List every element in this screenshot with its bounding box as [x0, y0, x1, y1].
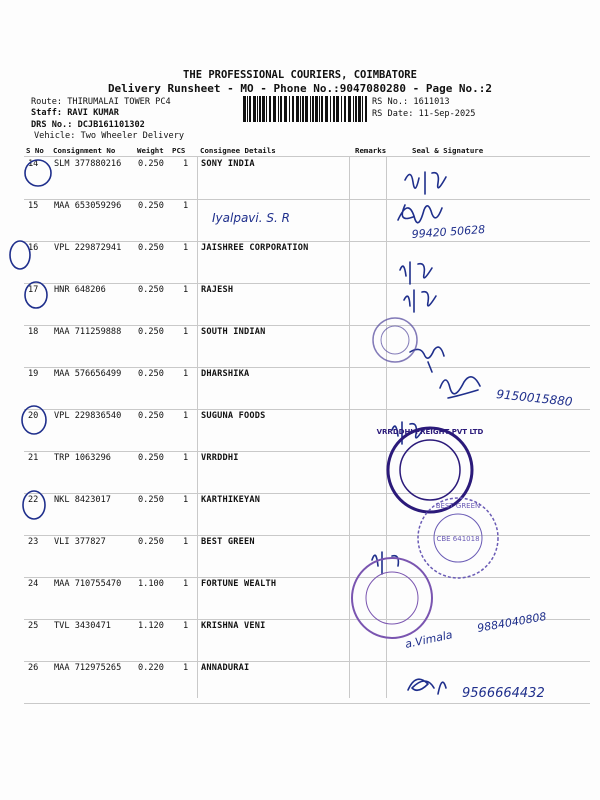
row-consignee: FORTUNE WEALTH	[201, 579, 277, 589]
row-divider	[24, 619, 590, 620]
svg-text:BEST GREEN: BEST GREEN	[435, 502, 481, 510]
row-consignee: ANNADURAI	[201, 663, 250, 673]
barcode-bar	[355, 96, 357, 122]
staff-label: Staff: RAVI KUMAR	[31, 108, 119, 118]
row-sno: 24	[28, 579, 39, 589]
row-divider	[24, 241, 590, 242]
barcode-bar	[296, 96, 299, 122]
row-consignee: SONY INDIA	[201, 159, 255, 169]
row-consignment-no: MAA 710755470	[54, 579, 122, 589]
barcode-bar	[305, 96, 308, 122]
circle-mark-16	[10, 241, 30, 269]
row-weight: 0.250	[138, 243, 164, 253]
row-divider	[24, 535, 590, 536]
barcode-bar	[278, 96, 279, 122]
barcode-bar	[330, 96, 331, 122]
barcode-bar	[280, 96, 282, 122]
signature-row19	[440, 377, 480, 398]
svg-text:CBE 641018: CBE 641018	[436, 535, 480, 543]
row-consignment-no: VPL 229836540	[54, 411, 122, 421]
row-consignee: KRISHNA VENI	[201, 621, 266, 631]
row-pcs: 1	[183, 663, 189, 673]
barcode-bar	[348, 96, 351, 122]
barcode-bar	[257, 96, 258, 122]
col-seal-signature: Seal & Signature	[412, 146, 484, 155]
drs-number: DRS No.: DCJB161101302	[31, 120, 145, 130]
row-divider	[24, 409, 590, 410]
row-weight: 1.100	[138, 579, 164, 589]
row-weight: 0.250	[138, 369, 164, 379]
row-sno: 16	[28, 243, 39, 253]
row-pcs: 1	[183, 579, 189, 589]
vehicle-label: Vehicle: Two Wheeler Delivery	[34, 131, 185, 141]
barcode-bar	[249, 96, 251, 122]
row-sno: 22	[28, 495, 39, 505]
barcode-bar	[325, 96, 328, 122]
company-title: THE PROFESSIONAL COURIERS, COIMBATORE	[183, 69, 417, 81]
row-sno: 21	[28, 453, 39, 463]
signature-row20	[392, 422, 424, 444]
barcode-bar	[315, 96, 318, 122]
row-consignee: BEST GREEN	[201, 537, 255, 547]
row-consignee: VRRDDHI	[201, 453, 239, 463]
barcode-bar	[344, 96, 346, 122]
signature-row16	[400, 262, 432, 284]
barcode-bar	[333, 96, 335, 122]
barcode-bar	[273, 96, 276, 122]
barcode-bar	[247, 96, 248, 122]
row-divider	[24, 283, 590, 284]
barcode-bar	[243, 96, 246, 122]
handwritten-phone-2: 9150015880	[495, 387, 574, 409]
row-pcs: 1	[183, 327, 189, 337]
row-weight: 0.250	[138, 201, 164, 211]
row-sno: 25	[28, 621, 39, 631]
row-weight: 0.250	[138, 537, 164, 547]
row-divider	[24, 451, 590, 452]
row-consignment-no: NKL 8423017	[54, 495, 111, 505]
row-weight: 1.120	[138, 621, 164, 631]
row-consignment-no: SLM 377880216	[54, 159, 122, 169]
col-pcs: PCS	[172, 146, 186, 155]
row-sno: 18	[28, 327, 39, 337]
barcode-bar	[336, 96, 339, 122]
handwritten-name-row15: Iyalpavi. S. R	[212, 211, 290, 225]
row-consignment-no: MAA 653059296	[54, 201, 122, 211]
row-sno: 20	[28, 411, 39, 421]
row-sno: 15	[28, 201, 39, 211]
col-consignment: Consignment No	[53, 146, 116, 155]
barcode-bar	[292, 96, 294, 122]
barcode-bar	[310, 96, 311, 122]
row-consignment-no: MAA 711259888	[54, 327, 122, 337]
barcode-bar	[289, 96, 290, 122]
remarks-left-rule	[349, 156, 350, 698]
signature-row17	[404, 290, 436, 312]
barcode-bar	[269, 96, 271, 122]
signature-row18	[410, 347, 444, 372]
col-remarks: Remarks	[355, 146, 387, 155]
rs-date: RS Date: 11-Sep-2025	[372, 109, 476, 119]
row-consignee: KARTHIKEYAN	[201, 495, 261, 505]
row-sno: 23	[28, 537, 39, 547]
best-green-stamp	[418, 498, 498, 578]
barcode-bar	[353, 96, 354, 122]
runsheet-subtitle: Delivery Runsheet - MO - Phone No.:9047080280 - Page No.:2	[107, 82, 493, 95]
row-weight: 0.250	[138, 327, 164, 337]
stamp-round-row24	[352, 558, 432, 638]
row-divider	[24, 199, 590, 200]
row-weight: 0.250	[138, 159, 164, 169]
barcode-bar	[321, 96, 323, 122]
row-consignee: RAJESH	[201, 285, 234, 295]
barcode-bar	[362, 96, 363, 122]
row-divider	[24, 325, 590, 326]
barcode-bar	[284, 96, 287, 122]
row-sno: 14	[28, 159, 39, 169]
handwritten-phone-4: 9566664432	[462, 686, 545, 701]
col-weight: Weight	[137, 146, 164, 155]
barcode-bar	[253, 96, 256, 122]
col-consignee: Consignee Details	[200, 146, 276, 155]
row-divider	[24, 367, 590, 368]
barcode-bar	[300, 96, 301, 122]
row-consignment-no: TVL 3430471	[54, 621, 111, 631]
col-sno: S No	[26, 146, 44, 155]
consignee-left-rule	[197, 156, 198, 698]
row-pcs: 1	[183, 411, 189, 421]
row-pcs: 1	[183, 495, 189, 505]
barcode-bar	[312, 96, 314, 122]
row-pcs: 1	[183, 243, 189, 253]
svg-text:VRRDDHI FREIGHT PVT LTD: VRRDDHI FREIGHT PVT LTD	[376, 428, 484, 436]
row-consignment-no: VPL 229872941	[54, 243, 122, 253]
handwritten-phone-3: 9884040808	[476, 609, 548, 635]
row-divider	[24, 493, 590, 494]
header-divider	[24, 156, 590, 157]
drs-barcode	[243, 96, 367, 122]
signature-row14	[405, 172, 446, 194]
barcode-bar	[259, 96, 261, 122]
vrrddhi-company-stamp	[377, 428, 484, 512]
signature-row26	[408, 679, 446, 694]
row-consignment-no: MAA 712975265	[54, 663, 122, 673]
row-divider	[24, 661, 590, 662]
row-pcs: 1	[183, 369, 189, 379]
row-consignment-no: TRP 1063296	[54, 453, 111, 463]
barcode-bar	[302, 96, 304, 122]
signature-row15	[398, 205, 442, 223]
row-consignment-no: VLI 377827	[54, 537, 106, 547]
barcode-bar	[365, 96, 367, 122]
row-weight: 0.250	[138, 495, 164, 505]
row-sno: 17	[28, 285, 39, 295]
row-pcs: 1	[183, 285, 189, 295]
route-label: Route: THIRUMALAI TOWER PC4	[31, 97, 171, 107]
row-weight: 0.250	[138, 285, 164, 295]
row-weight: 0.250	[138, 411, 164, 421]
row-pcs: 1	[183, 537, 189, 547]
row-consignment-no: MAA 576656499	[54, 369, 122, 379]
handwritten-name-row25: a.Vimala	[403, 628, 454, 651]
row-pcs: 1	[183, 201, 189, 211]
barcode-bar	[266, 96, 267, 122]
row-pcs: 1	[183, 453, 189, 463]
handwritten-phone-1: 99420 50628	[411, 222, 486, 241]
row-consignee: JAISHREE CORPORATION	[201, 243, 309, 253]
row-divider	[24, 703, 590, 704]
row-weight: 0.220	[138, 663, 164, 673]
row-sno: 19	[28, 369, 39, 379]
remarks-right-rule	[386, 156, 387, 698]
row-consignee: SOUTH INDIAN	[201, 327, 266, 337]
barcode-bar	[319, 96, 320, 122]
row-pcs: 1	[183, 621, 189, 631]
row-consignee: SUGUNA FOODS	[201, 411, 266, 421]
row-weight: 0.250	[138, 453, 164, 463]
rs-number: RS No.: 1611013	[372, 97, 450, 107]
row-divider	[24, 577, 590, 578]
row-consignment-no: HNR 648206	[54, 285, 106, 295]
row-pcs: 1	[183, 159, 189, 169]
barcode-bar	[358, 96, 361, 122]
barcode-bar	[262, 96, 265, 122]
row-consignee: DHARSHIKA	[201, 369, 250, 379]
barcode-bar	[341, 96, 342, 122]
row-sno: 26	[28, 663, 39, 673]
